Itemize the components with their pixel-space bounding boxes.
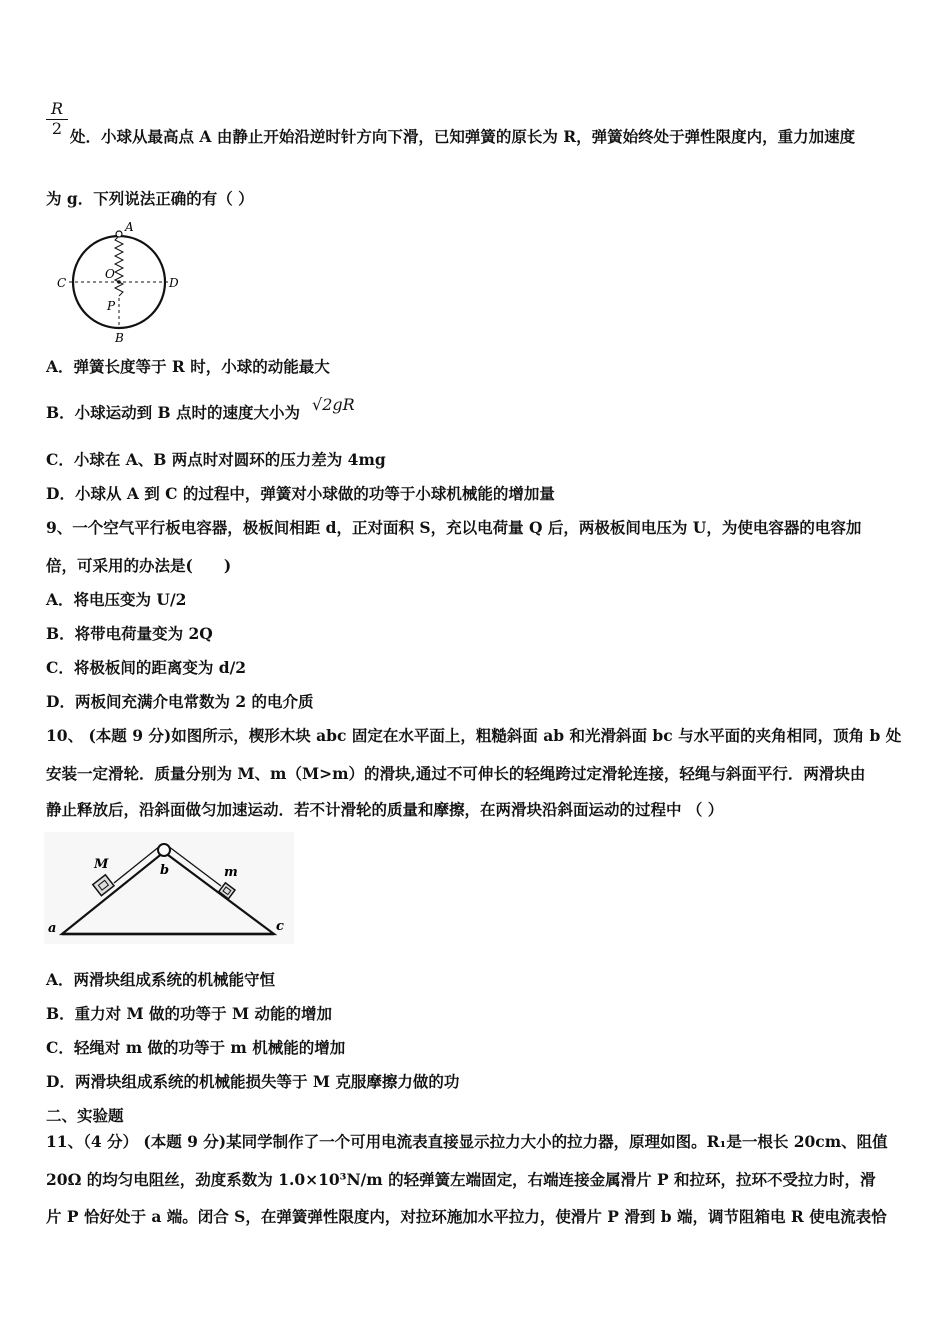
- label-a: a: [48, 921, 57, 936]
- q9-stem-line2: 倍，可采用的办法是( ): [46, 556, 232, 575]
- center-point-o: [117, 280, 121, 284]
- q10-option-a: A．两滑块组成系统的机械能守恒: [46, 970, 276, 989]
- label-c: c: [276, 919, 284, 934]
- q9-option-c: C．将极板间的距离变为 d/2: [46, 658, 247, 677]
- label-a: A: [125, 220, 134, 234]
- q10-stem-line2: 安装一定滑轮．质量分别为 M、m（M>m）的滑块,通过不可伸长的轻绳跨过定滑轮连接，轻绳与斜面平行．两滑块由: [46, 764, 866, 783]
- q10-option-b: B．重力对 M 做的功等于 M 动能的增加: [46, 1004, 333, 1023]
- q9-option-d: D．两板间充满介电常数为 2 的电介质: [46, 692, 314, 711]
- fraction-numerator: R: [46, 100, 68, 120]
- label-small-m: m: [224, 865, 238, 880]
- label-big-m: M: [94, 857, 109, 872]
- label-d: D: [169, 276, 179, 290]
- q8-option-b: B．小球运动到 B 点时的速度大小为: [46, 403, 300, 422]
- label-b: b: [160, 863, 170, 878]
- fraction-denominator: 2: [51, 119, 63, 138]
- q10-wedge-figure: [44, 832, 294, 944]
- q8-option-a: A．弹簧长度等于 R 时，小球的动能最大: [46, 357, 330, 376]
- section-title: 二、实验题: [46, 1106, 124, 1125]
- label-c: C: [57, 276, 67, 290]
- q9-option-a: A．将电压变为 U/2: [46, 590, 187, 609]
- ball-at-a: [116, 231, 122, 237]
- q11-stem-line3: 片 P 恰好处于 a 端。闭合 S，在弹簧弹性限度内，对拉环施加水平拉力，使滑片 P 滑到 b 端，调节阻箱电 R 使电流表恰: [46, 1207, 887, 1226]
- q11-stem-line1: 11、（4 分） (本题 9 分)某同学制作了一个可用电流表直接显示拉力大小的拉力器，原理如图。R₁是一根长 20cm、阻值: [46, 1132, 888, 1151]
- q8-option-c: C．小球在 A、B 两点时对圆环的压力差为 4mg: [46, 450, 386, 469]
- q9-stem-line1: 9、一个空气平行板电容器，极板间相距 d，正对面积 S，充以电荷量 Q 后，两极板间电压为 U，为使电容器的电容加: [46, 518, 862, 537]
- label-p: P: [107, 299, 116, 313]
- q9-option-b: B．将带电荷量变为 2Q: [46, 624, 213, 643]
- q8-stem-line1: 处．小球从最高点 A 由静止开始沿逆时针方向下滑，已知弹簧的原长为 R，弹簧始终处于弹性限度内，重力加速度: [70, 127, 856, 146]
- q8-option-d: D．小球从 A 到 C 的过程中，弹簧对小球做的功等于小球机械能的增加量: [46, 484, 555, 503]
- q8-circle-figure: [55, 220, 185, 345]
- spring-coil: [115, 236, 123, 296]
- q10-option-d: D．两滑块组成系统的机械能损失等于 M 克服摩擦力做的功: [46, 1072, 460, 1091]
- label-o: O: [105, 267, 115, 281]
- q8-option-b-formula: √2gR: [312, 395, 355, 414]
- q8-stem-line2: 为 g．下列说法正确的有（ ）: [46, 189, 254, 208]
- q10-stem-line1: 10、 (本题 9 分)如图所示，楔形木块 abc 固定在水平面上，粗糙斜面 ab 和光滑斜面 bc 与水平面的夹角相同，顶角 b 处: [46, 726, 902, 745]
- q10-option-c: C．轻绳对 m 做的功等于 m 机械能的增加: [46, 1038, 346, 1057]
- label-b: B: [115, 331, 124, 345]
- q11-stem-line2: 20Ω 的均匀电阻丝，劲度系数为 1.0×10³N/m 的轻弹簧左端固定，右端连接金属滑片 P 和拉环，拉环不受拉力时，滑: [46, 1170, 876, 1189]
- q10-stem-line3: 静止释放后，沿斜面做匀加速运动．若不计滑轮的质量和摩擦，在两滑块沿斜面运动的过程中 （ ）: [46, 800, 724, 819]
- fraction-r-over-2: [46, 100, 68, 138]
